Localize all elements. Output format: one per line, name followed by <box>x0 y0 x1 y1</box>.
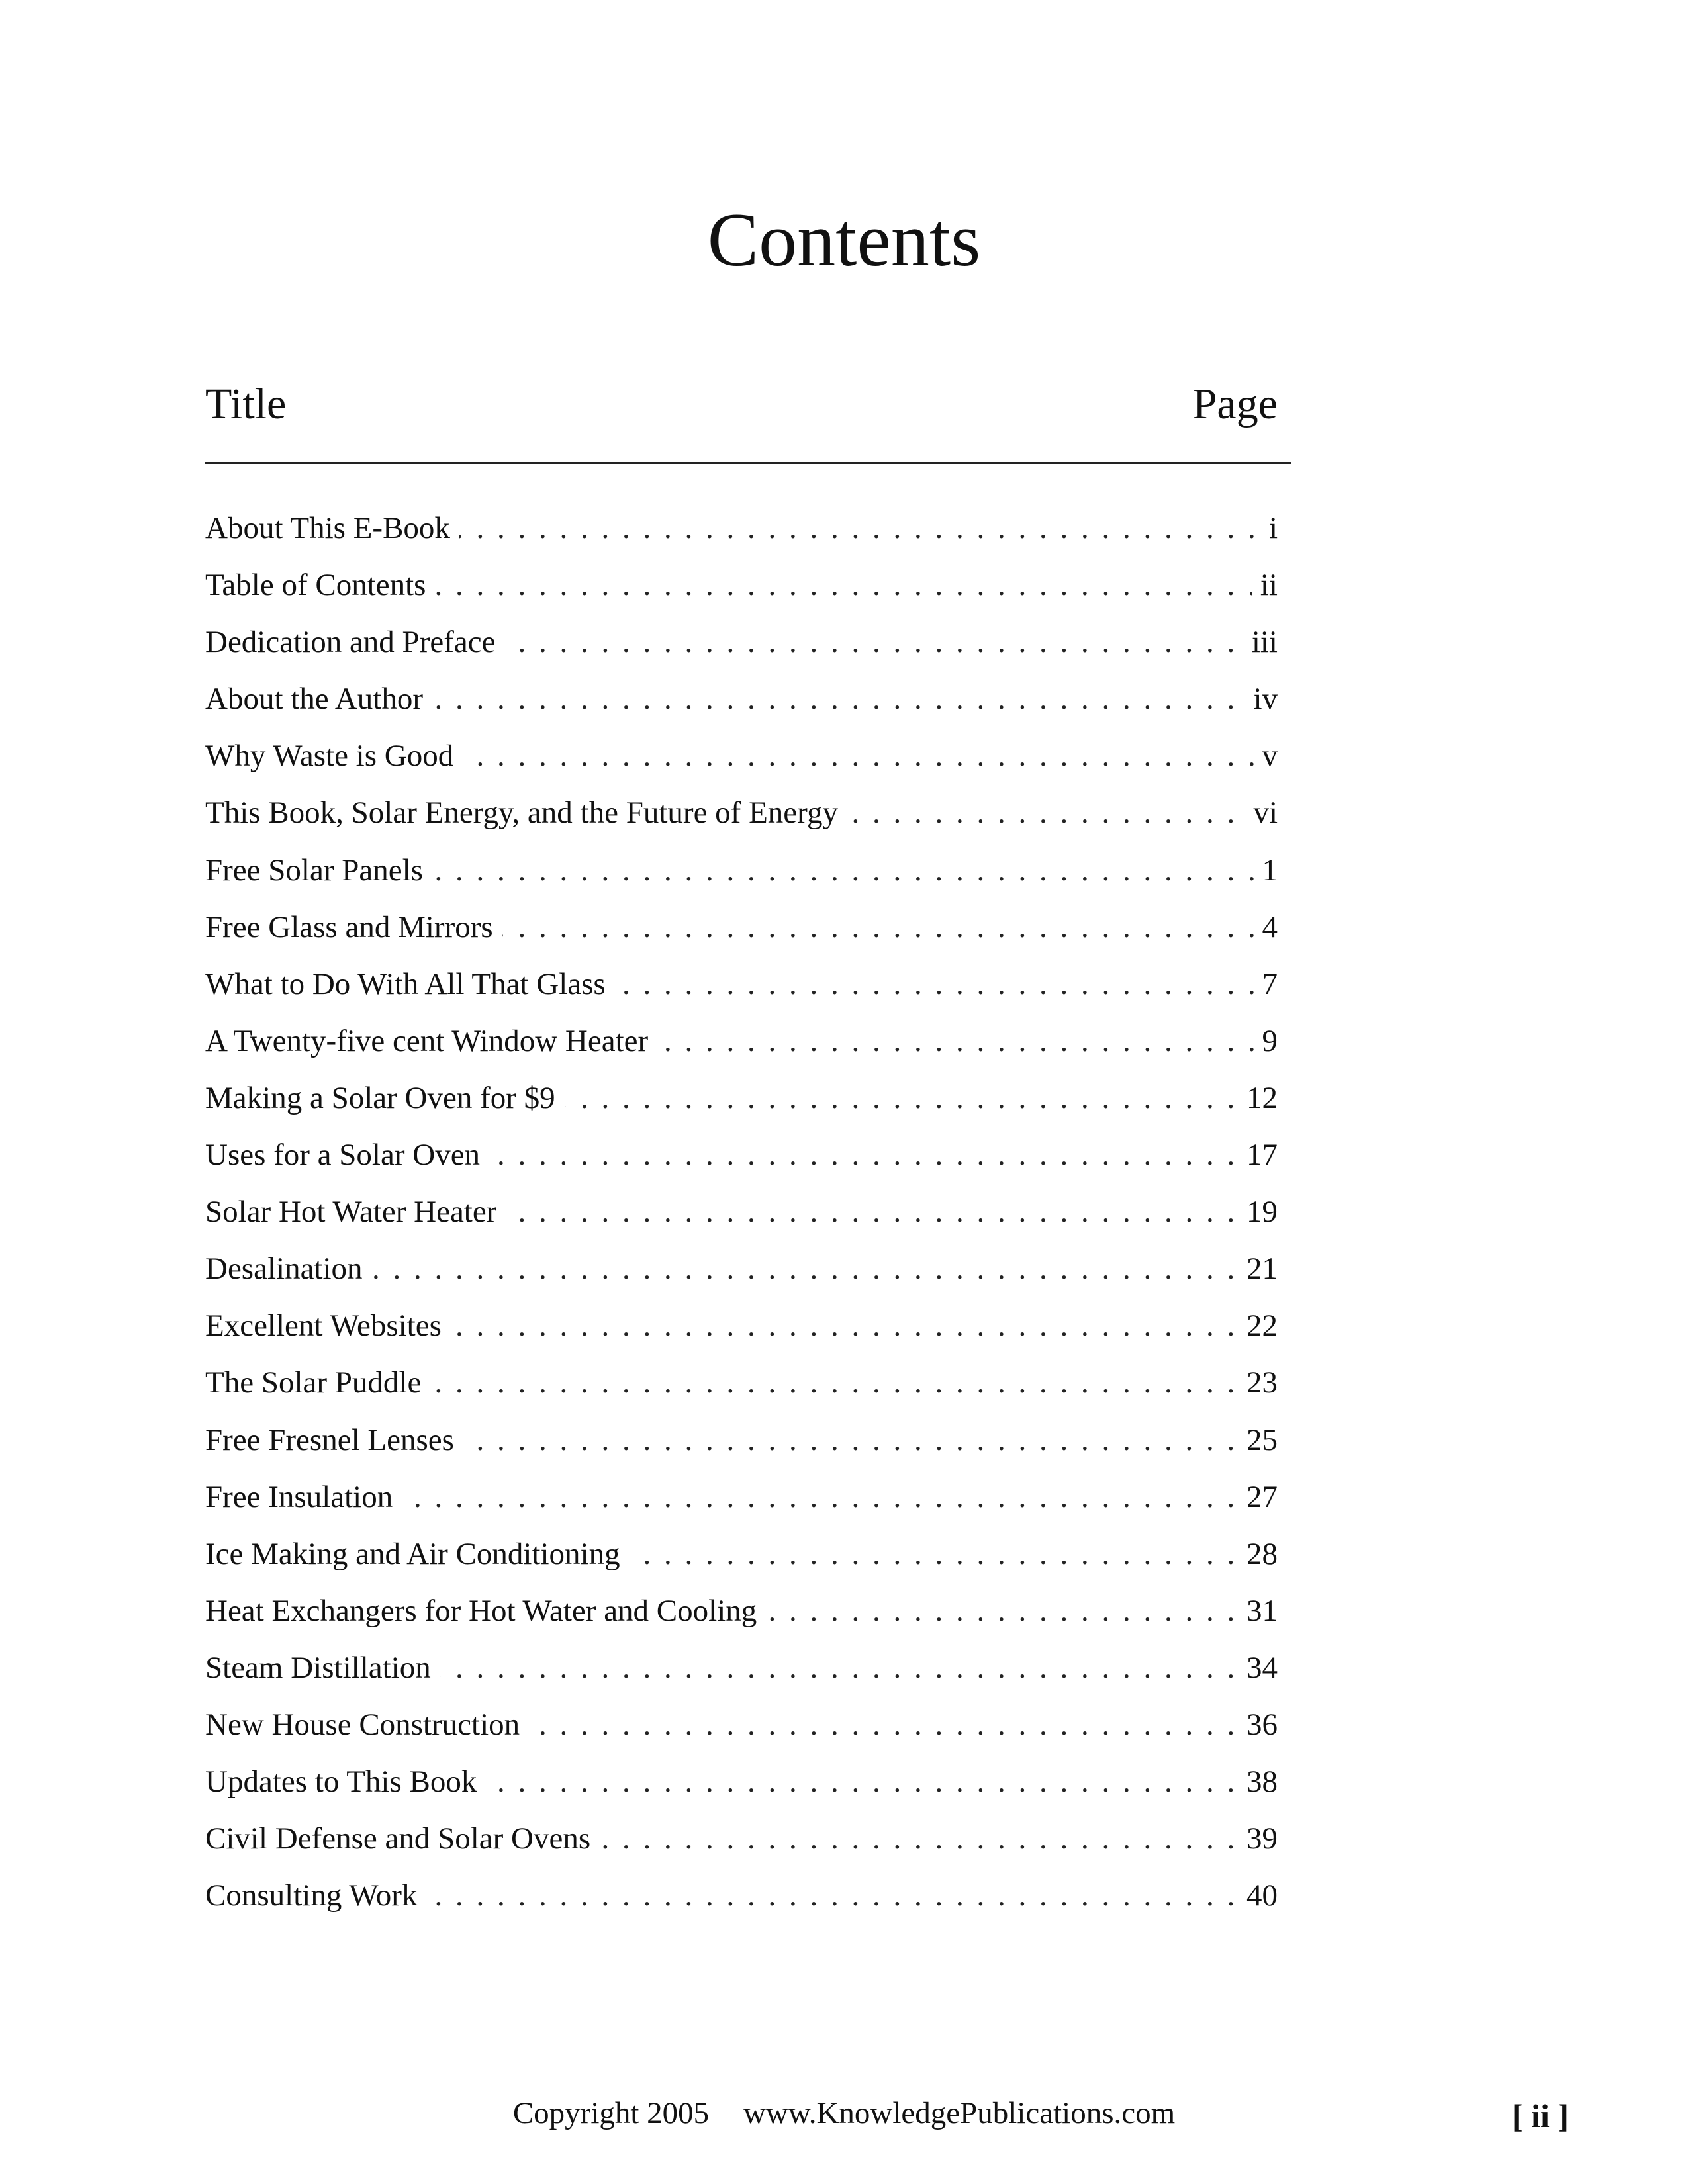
toc-entry-title <box>205 1534 630 1574</box>
footer-copyright-line <box>0 2098 1688 2129</box>
toc-entry-title-text: New House Construction <box>205 1707 529 1742</box>
toc-entry <box>205 850 1291 907</box>
toc-entry-title-text: A Twenty-five cent Window Heater <box>205 1024 657 1058</box>
toc-entry-page: 7 <box>1254 964 1278 1004</box>
toc-entry-page: 17 <box>1239 1135 1278 1175</box>
toc-entry-page: 19 <box>1239 1192 1278 1232</box>
toc-entry-title-text: About This E-Book <box>205 511 459 545</box>
toc-entry <box>205 508 1291 565</box>
toc-entry-title-text: Why Waste is Good <box>205 739 463 773</box>
toc-entry-page: iii <box>1244 622 1278 662</box>
page-title: Contents <box>707 198 981 283</box>
toc-entry-title-text: Consulting Work <box>205 1878 426 1913</box>
toc-entry-page: vi <box>1245 793 1278 833</box>
toc-entry-title <box>205 622 504 662</box>
toc-entry-title-text: Free Solar Panels <box>205 853 432 887</box>
toc-entry-page: 12 <box>1239 1078 1278 1118</box>
toc-entry <box>205 907 1291 964</box>
toc-entry-page: 39 <box>1239 1819 1278 1858</box>
toc-entry-page: 1 <box>1254 850 1278 890</box>
toc-entry-title <box>205 850 432 890</box>
toc-entry-title <box>205 964 615 1004</box>
toc-entry <box>205 1876 1291 1933</box>
toc-entry <box>205 1306 1291 1363</box>
toc-entry-title-text: Updates to This Book <box>205 1764 486 1799</box>
toc-header-title: Title <box>205 380 287 428</box>
toc-entry <box>205 793 1291 850</box>
toc-entry <box>205 736 1291 793</box>
toc-entry <box>205 1819 1291 1876</box>
toc-entry <box>205 1249 1291 1306</box>
toc-entry <box>205 1420 1291 1477</box>
toc-entry-title <box>205 1078 565 1118</box>
toc-entry <box>205 565 1291 622</box>
toc-entry-page: iv <box>1245 679 1278 719</box>
toc-entry <box>205 1762 1291 1819</box>
toc-entry-title <box>205 1021 657 1061</box>
toc-header-page: Page <box>1192 380 1278 428</box>
toc-entry <box>205 1648 1291 1705</box>
toc-entry-title-text: Table of Contents <box>205 568 435 602</box>
header-divider <box>205 462 1291 464</box>
toc-entry-title-text: About the Author <box>205 682 432 716</box>
toc-entry-page: 28 <box>1239 1534 1278 1574</box>
toc-entry <box>205 964 1291 1021</box>
toc-entry-title <box>205 508 459 548</box>
toc-entry-title-text: Free Glass and Mirrors <box>205 910 502 944</box>
toc-entry-page: 22 <box>1239 1306 1278 1345</box>
toc-entry-title-text: Ice Making and Air Conditioning <box>205 1537 630 1571</box>
toc-entry-title <box>205 1420 463 1460</box>
toc-entry-page: v <box>1254 736 1278 776</box>
toc-entry-title-text: Civil Defense and Solar Ovens <box>205 1821 600 1856</box>
toc-entry <box>205 1078 1291 1135</box>
toc-entry <box>205 1135 1291 1192</box>
footer-page-number: [ ii ] <box>1511 2097 1569 2134</box>
toc-entry-title <box>205 1135 489 1175</box>
toc-entry-page: 25 <box>1239 1420 1278 1460</box>
toc-entry-title <box>205 793 847 833</box>
toc-entry-page: 21 <box>1239 1249 1278 1289</box>
toc-entry-title <box>205 565 435 605</box>
toc-entry-title <box>205 1762 486 1801</box>
toc-entry-title-text: The Solar Puddle <box>205 1365 430 1400</box>
toc-entry-title-text: Making a Solar Oven for $9 <box>205 1081 565 1115</box>
toc-entry-title-text: This Book, Solar Energy, and the Future of Energy <box>205 796 847 830</box>
toc-entry-title <box>205 1192 506 1232</box>
toc-entry-title <box>205 736 463 776</box>
toc-entry <box>205 1534 1291 1591</box>
toc-entry-title <box>205 907 502 947</box>
toc-entry-title <box>205 1648 440 1688</box>
toc-entry-title-text: Solar Hot Water Heater <box>205 1195 506 1229</box>
toc-entry-title-text: What to Do With All That Glass <box>205 967 615 1001</box>
toc-entry-page: 38 <box>1239 1762 1278 1801</box>
toc-entry-title-text: Desalination <box>205 1251 372 1286</box>
toc-entry-title-text: Free Fresnel Lenses <box>205 1423 463 1457</box>
toc-entry-title <box>205 1477 402 1517</box>
toc-entry <box>205 1591 1291 1648</box>
footer-copyright: Copyright 2005 <box>512 2096 710 2130</box>
toc-entry-title <box>205 1306 451 1345</box>
toc-entry-page: 4 <box>1254 907 1278 947</box>
toc-entry-title-text: Heat Exchangers for Hot Water and Cooling <box>205 1594 766 1628</box>
toc-entry-title-text: Free Insulation <box>205 1480 402 1514</box>
toc-entry-title-text: Dedication and Preface <box>205 625 504 659</box>
toc-entry-title <box>205 1705 529 1745</box>
toc-entry <box>205 622 1291 679</box>
toc-entry-page: 23 <box>1239 1363 1278 1402</box>
toc-entry-page: 27 <box>1239 1477 1278 1517</box>
toc-entry <box>205 1477 1291 1534</box>
toc-entry-page: 40 <box>1239 1876 1278 1915</box>
toc-entry-title <box>205 1249 372 1289</box>
toc-entry <box>205 1705 1291 1762</box>
footer-website: www.KnowledgePublications.com <box>743 2096 1176 2130</box>
toc-entry-page: 36 <box>1239 1705 1278 1745</box>
toc-entry <box>205 1192 1291 1249</box>
toc-list <box>205 508 1291 1933</box>
toc-entry-title <box>205 1591 766 1631</box>
toc-entry-page: 34 <box>1239 1648 1278 1688</box>
toc-entry <box>205 1021 1291 1078</box>
toc-entry-page: i <box>1261 508 1278 548</box>
toc-entry-title <box>205 1363 430 1402</box>
toc-entry-page: ii <box>1252 565 1278 605</box>
toc-entry <box>205 679 1291 736</box>
toc-entry-title-text: Excellent Websites <box>205 1308 451 1343</box>
toc-entry <box>205 1363 1291 1420</box>
toc-entry-title-text: Uses for a Solar Oven <box>205 1138 489 1172</box>
toc-entry-title-text: Steam Distillation <box>205 1651 440 1685</box>
toc-entry-title <box>205 679 432 719</box>
toc-entry-page: 31 <box>1239 1591 1278 1631</box>
toc-entry-page: 9 <box>1254 1021 1278 1061</box>
toc-entry-title <box>205 1819 600 1858</box>
toc-entry-title <box>205 1876 426 1915</box>
